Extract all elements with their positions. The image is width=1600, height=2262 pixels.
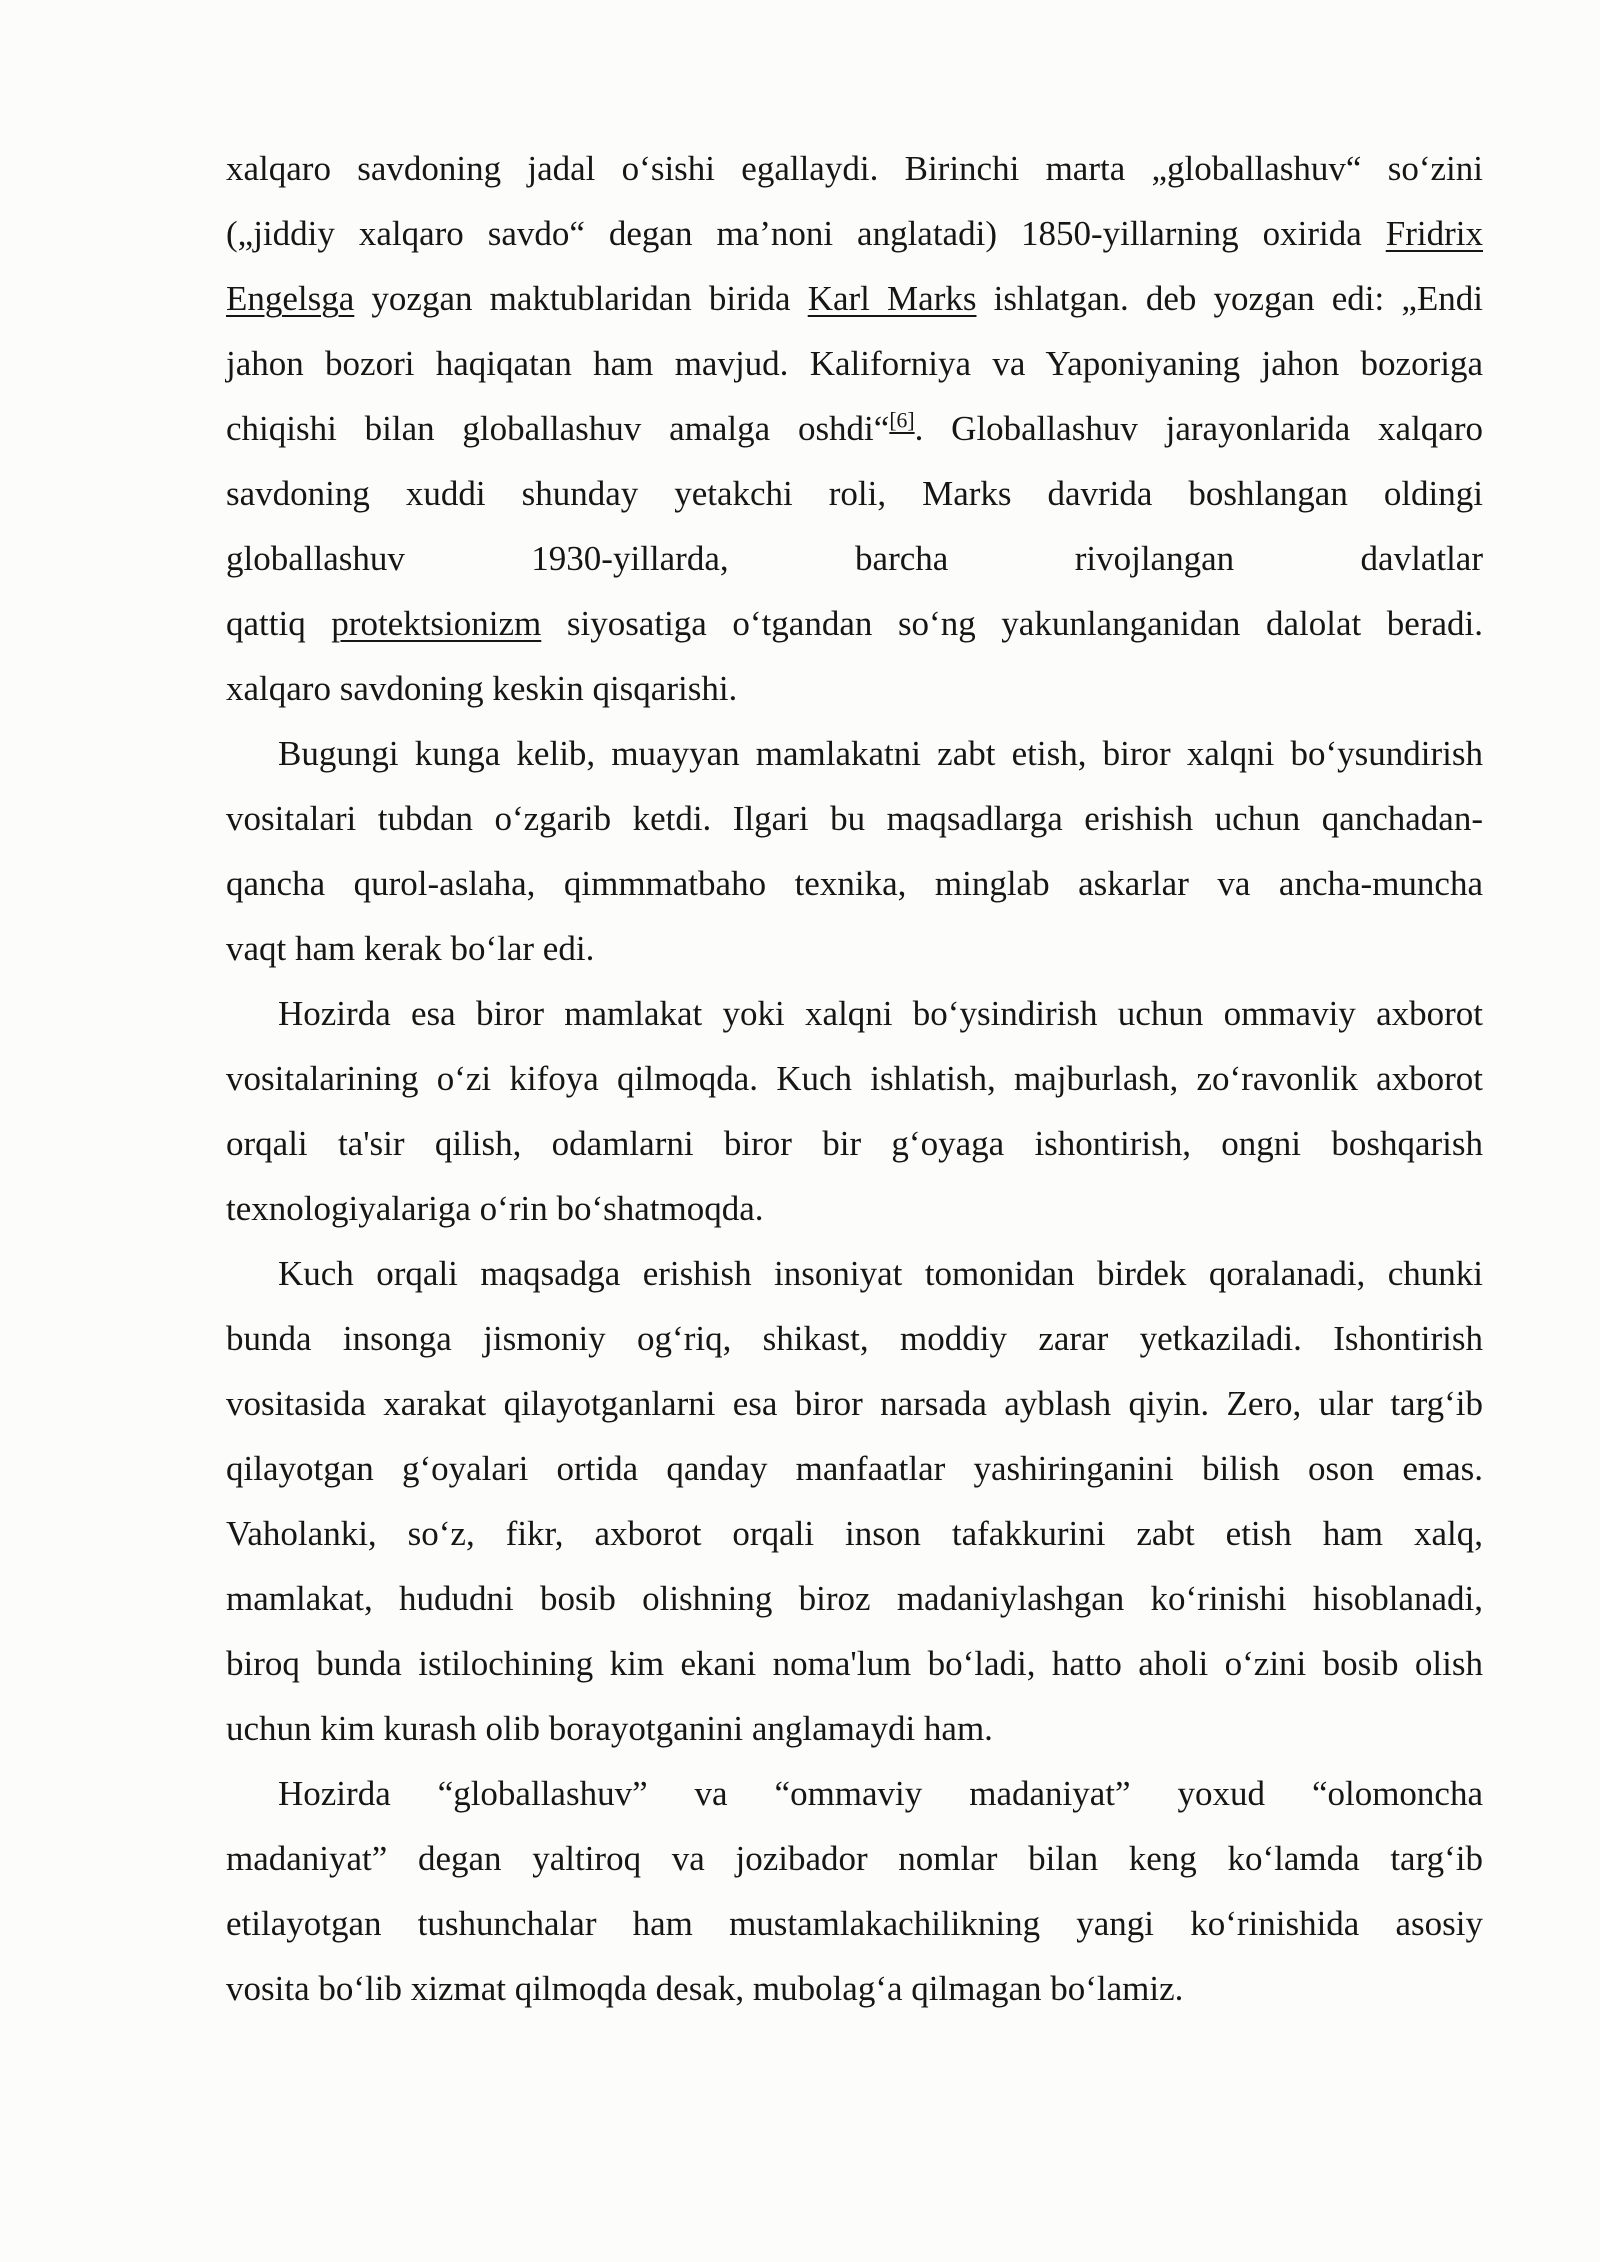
text-segment: mamlakat, hududni bosib olishning biroz madaniylashgan ko‘rinishi hisoblanadi, <box>226 1579 1483 1618</box>
text-segment: vositalari tubdan o‘zgarib ketdi. Ilgari bu maqsadlarga erishish uchun qanchadan- <box>226 799 1483 838</box>
text-line <box>226 266 1483 331</box>
text-segment: Kuch orqali maqsadga erishish insoniyat tomonidan birdek qoralanadi, chunki <box>278 1254 1483 1293</box>
text-line <box>226 201 1483 266</box>
text-line <box>226 526 1483 591</box>
text-segment: . Globallashuv jarayonlarida xalqaro <box>914 409 1483 448</box>
text-segment: bunda insonga jismoniy og‘riq, shikast, moddiy zarar yetkaziladi. Ishontirish <box>226 1319 1483 1358</box>
text-line <box>226 721 1483 786</box>
text-line <box>226 1436 1483 1501</box>
text-segment: Hozirda esa biror mamlakat yoki xalqni bo‘ysindirish uchun ommaviy axborot <box>278 994 1483 1033</box>
text-line <box>226 851 1483 916</box>
text-line <box>226 916 1483 981</box>
text-segment: xalqaro savdoning jadal o‘sishi egallaydi. Birinchi marta „globallashuv“ so‘zini <box>226 149 1483 188</box>
text-line <box>226 1501 1483 1566</box>
text-segment: qattiq <box>226 604 332 643</box>
text-segment: vaqt ham kerak bo‘lar edi. <box>226 929 595 968</box>
text-segment: vositalarining o‘zi kifoya qilmoqda. Kuch ishlatish, majburlash, zo‘ravonlik axborot <box>226 1059 1483 1098</box>
text-line <box>226 1111 1483 1176</box>
text-segment: Bugungi kunga kelib, muayyan mamlakatni zabt etish, biror xalqni bo‘ysundirish <box>278 734 1483 773</box>
text-line <box>226 1241 1483 1306</box>
text-segment: ishlatgan. deb yozgan edi: „Endi <box>976 279 1484 318</box>
text-segment: qancha qurol-aslaha, qimmmatbaho texnika, minglab askarlar va ancha-muncha <box>226 864 1483 903</box>
text-segment: Hozirda “globallashuv” va “ommaviy madaniyat” yoxud “olomoncha <box>278 1774 1483 1813</box>
text-segment: jahon bozori haqiqatan ham mavjud. Kaliforniya va Yaponiyaning jahon bozoriga <box>226 344 1483 383</box>
text-line <box>226 1956 1483 2021</box>
text-segment: („jiddiy xalqaro savdo“ degan ma’noni anglatadi) 1850-yillarning oxirida <box>226 214 1386 253</box>
link-protektsionizm[interactable]: protektsionizm <box>331 604 542 643</box>
text-segment: Vaholanki, so‘z, fikr, axborot orqali inson tafakkurini zabt etish ham xalq, <box>226 1514 1483 1553</box>
text-line <box>226 1176 1483 1241</box>
text-segment: savdoning xuddi shunday yetakchi roli, Marks davrida boshlangan oldingi <box>226 474 1483 513</box>
text-segment: texnologiyalariga o‘rin bo‘shatmoqda. <box>226 1189 764 1228</box>
text-line <box>226 591 1483 656</box>
link-karl-marks[interactable]: Karl Marks <box>807 279 977 318</box>
text-line <box>226 461 1483 526</box>
text-line <box>226 396 1483 461</box>
text-segment: etilayotgan tushunchalar ham mustamlakachilikning yangi ko‘rinishida asosiy <box>226 1904 1483 1943</box>
text-segment: uchun kim kurash olib borayotganini anglamaydi ham. <box>226 1709 993 1748</box>
text-line <box>226 1306 1483 1371</box>
text-line <box>226 786 1483 851</box>
footnote-ref-6[interactable]: [6] <box>889 408 915 433</box>
page-text <box>226 136 1483 2021</box>
text-segment: chiqishi bilan globallashuv amalga oshdi“ <box>226 409 890 448</box>
text-segment: vosita bo‘lib xizmat qilmoqda desak, mubolag‘a qilmagan bo‘lamiz. <box>226 1969 1184 2008</box>
text-line <box>226 136 1483 201</box>
text-line <box>226 1631 1483 1696</box>
text-segment: vositasida xarakat qilayotganlarni esa biror narsada ayblash qiyin. Zero, ular targ‘ib <box>226 1384 1483 1423</box>
text-segment: siyosatiga o‘tgandan so‘ng yakunlanganidan dalolat beradi. <box>541 604 1483 643</box>
text-segment: biroq bunda istilochining kim ekani noma'lum bo‘ladi, hatto aholi o‘zini bosib olish <box>226 1644 1483 1683</box>
text-segment: orqali ta'sir qilish, odamlarni biror bir g‘oyaga ishontirish, ongni boshqarish <box>226 1124 1483 1163</box>
text-line <box>226 1566 1483 1631</box>
text-line <box>226 1046 1483 1111</box>
text-line <box>226 1891 1483 1956</box>
text-line <box>226 981 1483 1046</box>
text-line <box>226 1761 1483 1826</box>
text-line <box>226 1826 1483 1891</box>
link-fridrix[interactable]: Fridrix <box>1385 214 1483 253</box>
text-segment: globallashuv 1930-yillarda, barcha rivojlangan davlatlar <box>226 539 1483 578</box>
text-segment: xalqaro savdoning keskin qisqarishi. <box>226 669 738 708</box>
text-segment: yozgan maktublaridan birida <box>354 279 808 318</box>
text-line <box>226 1371 1483 1436</box>
link-engelsga[interactable]: Engelsga <box>226 279 355 318</box>
text-segment: qilayotgan g‘oyalari ortida qanday manfaatlar yashiringanini bilish oson emas. <box>226 1449 1483 1488</box>
text-line <box>226 1696 1483 1761</box>
text-line <box>226 656 1483 721</box>
text-line <box>226 331 1483 396</box>
text-segment: madaniyat” degan yaltiroq va jozibador nomlar bilan keng ko‘lamda targ‘ib <box>226 1839 1483 1878</box>
